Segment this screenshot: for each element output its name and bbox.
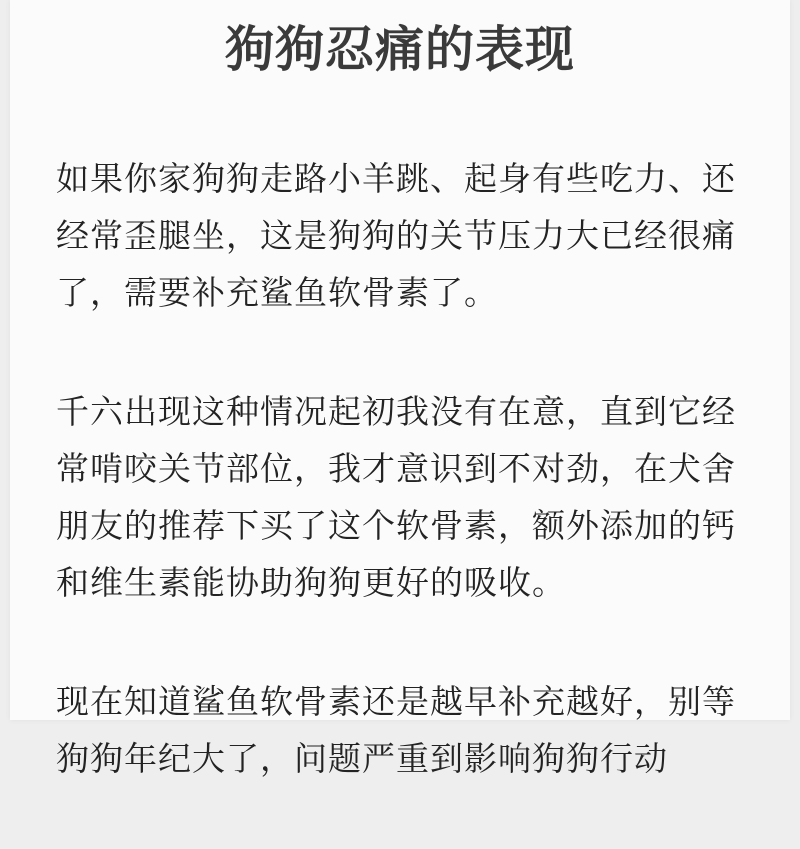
article-page <box>10 0 790 778</box>
paragraph-2: 千六出现这种情况起初我没有在意，直到它经常啃咬关节部位，我才意识到不对劲，在犬舍朋友的推荐下买了这个软骨素，额外添加的钙和维生素能协助狗狗更好的吸收。 <box>56 392 736 602</box>
article-title: 狗狗忍痛的表现 <box>224 21 575 78</box>
paragraph-1: 如果你家狗狗走路小羊跳、起身有些吃力、还经常歪腿坐，这是狗狗的关节压力大已经很痛了，需要补充鲨鱼软骨素了。 <box>56 159 736 312</box>
article-body <box>56 150 736 849</box>
paragraph-3: 现在知道鲨鱼软骨素还是越早补充越好，别等狗狗年纪大了，问题严重到影响狗狗行动 <box>56 682 736 778</box>
